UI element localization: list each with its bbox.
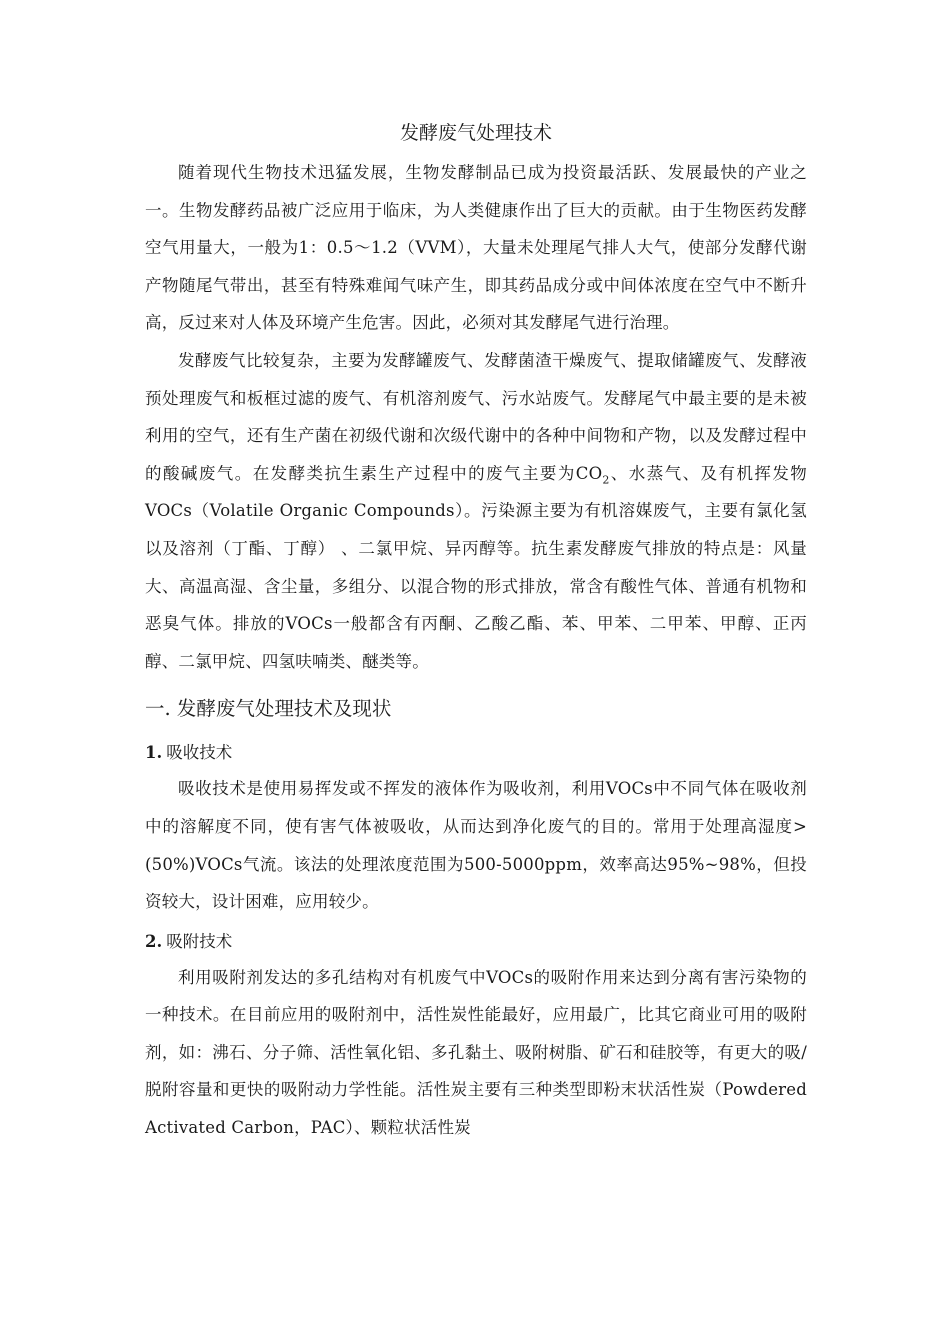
section-1-heading: 一. 发酵废气处理技术及现状 [145,697,392,721]
intro-paragraph-2-part-b: 、水蒸气、及有机挥发物VOCs（Volatile Organic Compounds）。污染源主要为有机溶媒废气，主要有氯化氢以及溶剂（丁酯、丁醇） 、二氯甲烷、异丙醇等。抗生素发酵废气排放的特点是：风量大、高温高湿、含尘量，多组分、以混合物的形式排放，常含有酸性气体、普通有机物和恶臭气体。排放的VOCs一般都含有丙酮、乙酸乙酯、苯、甲苯、二甲苯、甲醇、正丙醇、二氯甲烷、四氢呋喃类、醚类等。 [145,463,807,671]
document-title: 发酵废气处理技术 [399,122,552,144]
document-body [145,118,807,1147]
intro-paragraph-2-part-a: 发酵废气比较复杂，主要为发酵罐废气、发酵菌渣干燥废气、提取储罐废气、发酵液预处理废气和板框过滤的废气、有机溶剂废气、污水站废气。发酵尾气中最主要的是未被利用的空气，还有生产菌在初级代谢和次级代谢中的各种中间物和产物，以及发酵过程中的酸碱废气。在发酵类抗生素生产过程中的废气主要为CO [145,350,807,483]
subsection-2-number: 2. [145,931,163,951]
subsection-2-title: 吸附技术 [166,931,233,951]
subsection-2-heading [145,927,807,957]
subsection-1-number: 1. [145,743,163,763]
intro-paragraph-1: 随着现代生物技术迅猛发展，生物发酵制品已成为投资最活跃、发展最快的产业之一。生物发酵药品被广泛应用于临床，为人类健康作出了巨大的贡献。由于生物医药发酵空气用量大，一般为1：0.5～1.2（VVM），大量未处理尾气排人大气，使部分发酵代谢产物随尾气带出，甚至有特殊难闻气味产生，即其药品成分或中间体浓度在空气中不断升高，反过来对人体及环境产生危害。因此，必须对其发酵尾气进行治理。 [145,163,807,333]
subsection-1-heading [145,738,807,768]
subsection-1-title: 吸收技术 [166,743,233,763]
subsection-2-paragraph: 利用吸附剂发达的多孔结构对有机废气中VOCs的吸附作用来达到分离有害污染物的一种技术。在目前应用的吸附剂中，活性炭性能最好，应用最广，比其它商业可用的吸附剂，如：沸石、分子筛、活性氧化铝、多孔黏土、吸附树脂、矿石和硅胶等，有更大的吸/脱附容量和更快的吸附动力学性能。活性炭主要有三种类型即粉末状活性炭（Powdered Activated Carbon，PAC）、颗粒状活性炭 [145,967,807,1138]
intro-paragraph-2 [145,342,807,680]
subsection-1-paragraph: 吸收技术是使用易挥发或不挥发的液体作为吸收剂，利用VOCs中不同气体在吸收剂中的溶解度不同，使有害气体被吸收，从而达到净化废气的目的。常用于处理高湿度>(50%)VOCs气流。该法的处理浓度范围为500-5000ppm，效率高达95%~98%，但投资较大，设计困难，应用较少。 [145,779,807,912]
co2-subscript: 2 [602,473,610,487]
